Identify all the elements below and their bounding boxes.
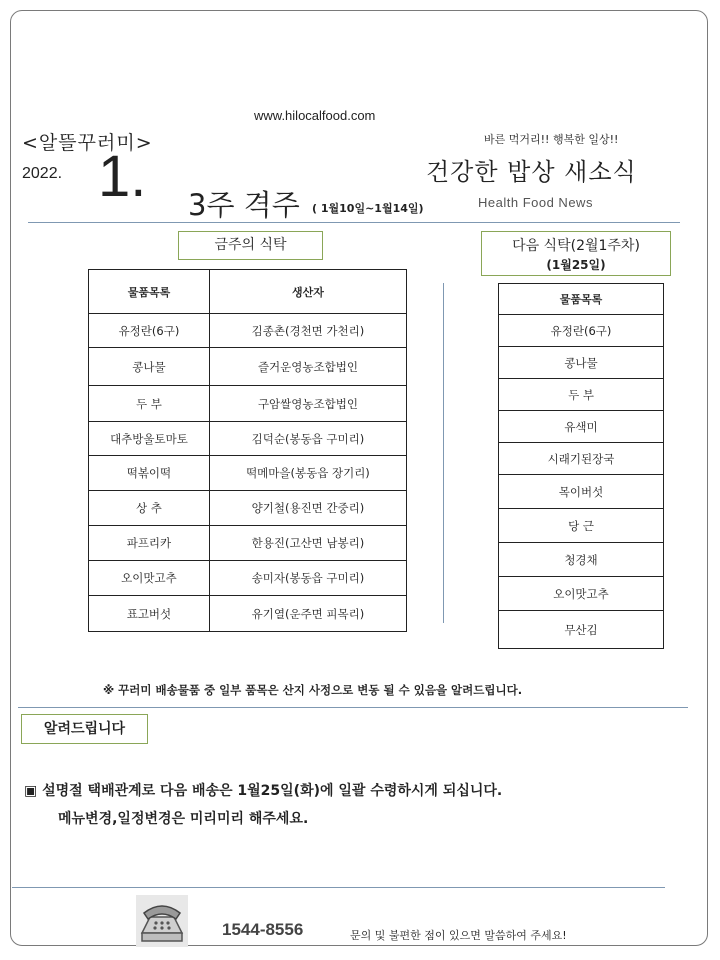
item-cell: 당 근 — [499, 509, 664, 543]
item-cell: 두 부 — [499, 379, 664, 411]
producer-cell: 양기철(용진면 간중리) — [209, 491, 406, 526]
column-header-producer: 생산자 — [209, 270, 406, 314]
producer-cell: 구암쌀영농조합법인 — [209, 386, 406, 422]
footer-divider — [12, 887, 665, 888]
producer-cell: 김종촌(경천면 가천리) — [209, 314, 406, 348]
item-cell: 대추방울토마토 — [89, 422, 210, 456]
producer-cell: 떡메마을(봉동읍 장기리) — [209, 456, 406, 491]
table-row — [89, 491, 407, 526]
item-cell: 오이맛고추 — [499, 577, 664, 611]
brand-name: <알뜰꾸러미> — [22, 132, 153, 154]
this-week-label: 금주의 식탁 — [178, 231, 323, 260]
slogan: 바른 먹거리!! 행복한 일상!! — [484, 133, 619, 146]
item-cell: 유정란(6구) — [89, 314, 210, 348]
table-row — [499, 379, 664, 411]
column-header-items: 물품목록 — [499, 284, 664, 315]
producer-cell: 송미자(봉동읍 구미리) — [209, 561, 406, 596]
week-title: 3주 격주 — [188, 188, 300, 222]
item-cell: 표고버섯 — [89, 596, 210, 632]
table-row — [89, 561, 407, 596]
table-row — [499, 509, 664, 543]
table-row — [499, 475, 664, 509]
producer-cell: 즐거운영농조합법인 — [209, 348, 406, 386]
week-dates: ( 1월10일~1월14일) — [312, 202, 424, 215]
issue-month: 1. — [98, 144, 147, 209]
item-cell: 목이버섯 — [499, 475, 664, 509]
table-row — [89, 422, 407, 456]
issue-year: 2022. — [22, 165, 63, 182]
next-week-date: (1월25일) — [546, 258, 606, 272]
table-row — [89, 314, 407, 348]
item-cell: 두 부 — [89, 386, 210, 422]
item-cell: 상 추 — [89, 491, 210, 526]
next-week-label-box — [481, 231, 671, 276]
producer-cell: 김덕순(봉동읍 구미리) — [209, 422, 406, 456]
substitution-notice: ※ 꾸러미 배송물품 중 일부 품목은 산지 사정으로 변동 될 수 있음을 알려드립니다. — [103, 683, 523, 697]
table-row — [499, 411, 664, 443]
next-week-table — [498, 283, 664, 649]
website-url: www.hilocalfood.com — [254, 108, 376, 123]
table-row — [499, 611, 664, 649]
table-row — [89, 596, 407, 632]
next-week-label: 다음 식탁(2월1주차) — [512, 238, 640, 254]
item-cell: 콩나물 — [89, 348, 210, 386]
table-row — [499, 315, 664, 347]
announcement-line-1: ▣ 설명절 택배관계로 다음 배송은 1월25일(화)에 일괄 수령하시게 되십니다. — [24, 783, 503, 799]
table-row — [89, 386, 407, 422]
table-row — [89, 456, 407, 491]
announcement-line-2: 메뉴변경,일정변경은 미리미리 해주세요. — [58, 811, 309, 827]
table-row — [89, 348, 407, 386]
item-cell: 오이맛고추 — [89, 561, 210, 596]
table-row — [499, 577, 664, 611]
announcement-label: 알려드립니다 — [21, 714, 148, 744]
section-divider — [18, 707, 688, 708]
producer-cell: 유기열(운주면 피목리) — [209, 596, 406, 632]
table-row — [499, 347, 664, 379]
newsletter-headline: 건강한 밥상 새소식 — [426, 158, 637, 186]
phone-number: 1544-8556 — [222, 920, 304, 939]
this-week-table — [88, 269, 407, 632]
item-cell: 콩나물 — [499, 347, 664, 379]
table-row — [499, 543, 664, 577]
item-cell: 시래기된장국 — [499, 443, 664, 475]
item-cell: 유색미 — [499, 411, 664, 443]
column-header-items: 물품목록 — [89, 270, 210, 314]
producer-cell: 한용진(고산면 남봉리) — [209, 526, 406, 561]
table-header-row — [89, 270, 407, 314]
item-cell: 무산김 — [499, 611, 664, 649]
item-cell: 유정란(6구) — [499, 315, 664, 347]
column-divider — [443, 283, 444, 623]
header-divider — [28, 222, 680, 223]
item-cell: 떡볶이떡 — [89, 456, 210, 491]
table-row — [499, 443, 664, 475]
table-header-row — [499, 284, 664, 315]
contact-message: 문의 및 불편한 점이 있으면 말씀하여 주세요! — [350, 929, 567, 942]
telephone-icon — [136, 895, 188, 947]
item-cell: 청경채 — [499, 543, 664, 577]
table-row — [89, 526, 407, 561]
item-cell: 파프리카 — [89, 526, 210, 561]
newsletter-subhead: Health Food News — [478, 195, 593, 210]
